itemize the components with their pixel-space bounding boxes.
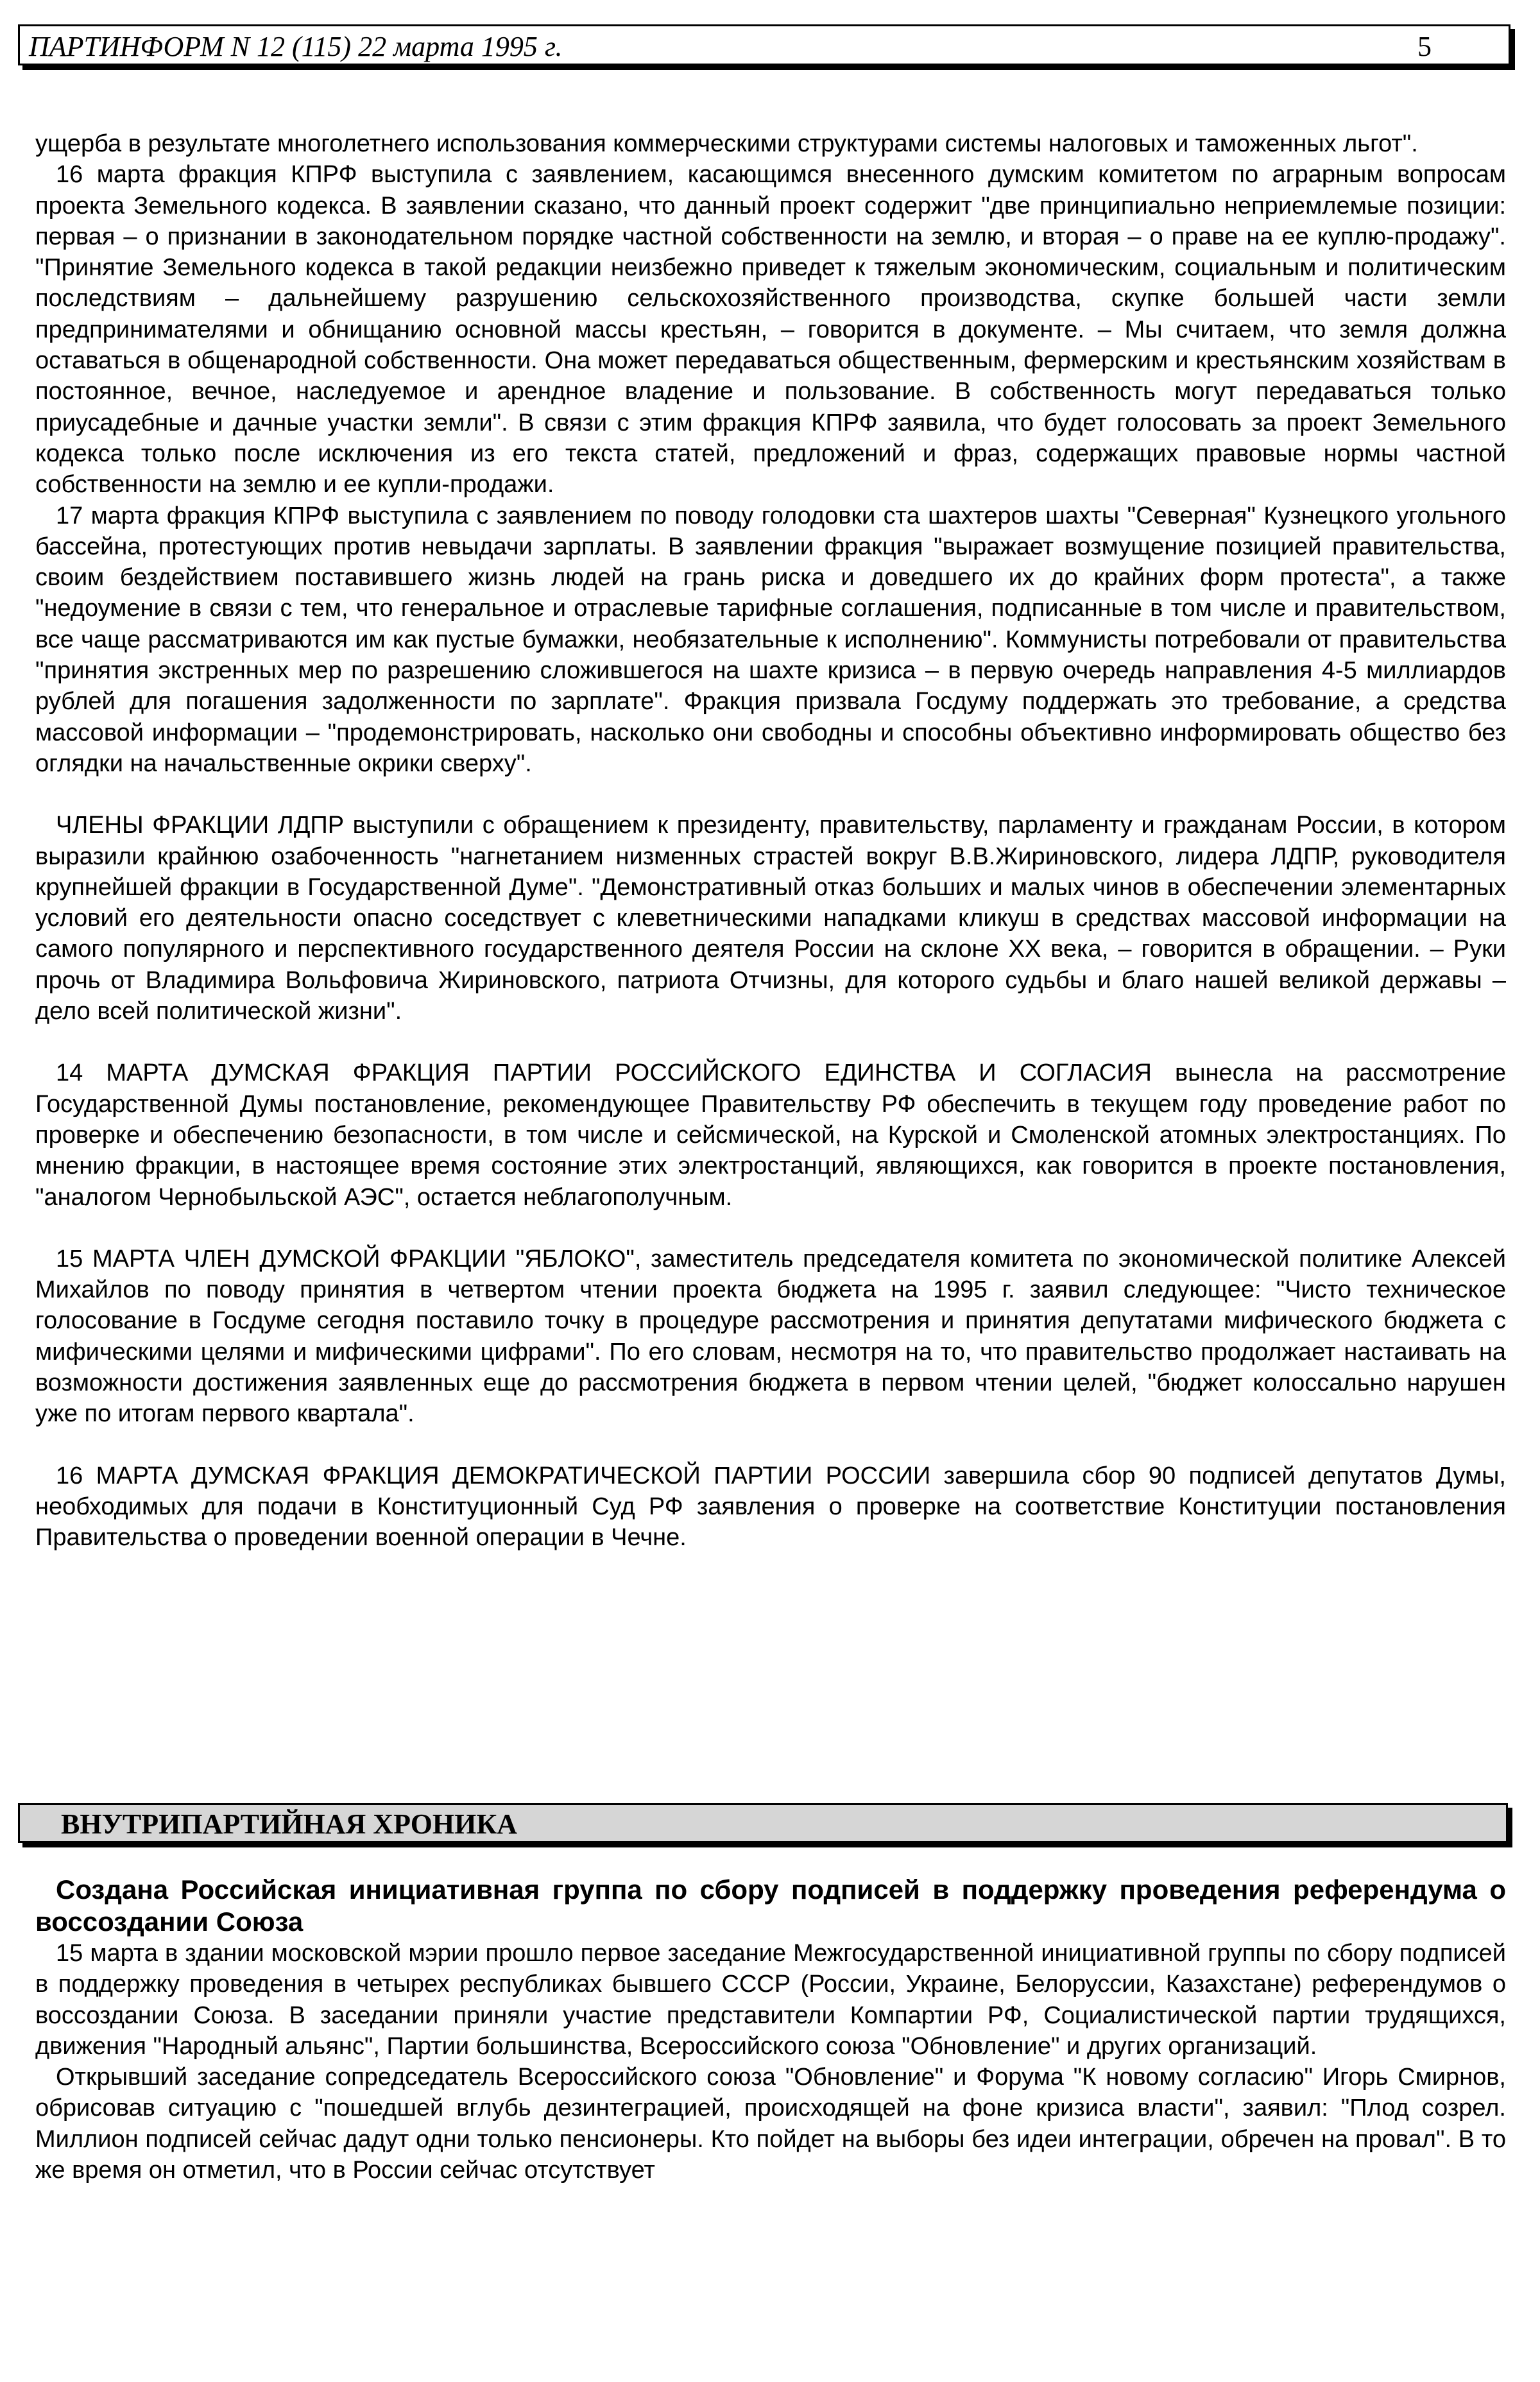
paragraph: 15 МАРТА ЧЛЕН ДУМСКОЙ ФРАКЦИИ "ЯБЛОКО", заместитель председателя комитета по экономической политике Алексей Михайлов по поводу принятия в четвертом чтении проекта бюджета на 1995 г. заявил следующее: "Чисто техническое голосование в Госдуме сегодня поставило точку в процедуре рассмотрения и принятия депутатами мифического бюджета с мифическими целями и мифическими цифрами". По его словам, несмотря на то, что правительство продолжает настаивать на возможности достижения заявленных еще до рассмотрения бюджета в первом чтении целей, "бюджет колоссально нарушен уже по итогам первого квартала". — [35, 1245, 1506, 1428]
page-number: 5 — [1417, 31, 1432, 62]
publication-title: ПАРТИНФОРМ N 12 (115) 22 марта 1995 г. — [29, 31, 563, 62]
paragraph: ущерба в результате многолетнего использования коммерческими структурами системы налоговых и таможенных льгот". — [35, 130, 1418, 157]
section-title: ВНУТРИПАРТИЙНАЯ ХРОНИКА — [61, 1808, 518, 1840]
section-header — [18, 1803, 1508, 1843]
page-header — [18, 24, 1510, 65]
paragraph: 16 МАРТА ДУМСКАЯ ФРАКЦИЯ ДЕМОКРАТИЧЕСКОЙ ПАРТИИ РОССИИ завершила сбор 90 подписей депутатов Думы, необходимых для подачи в Конституционный Суд РФ заявления о проверке на соответствие Конституции постановления Правительства о проведении военной операции в Чечне. — [35, 1462, 1506, 1552]
paragraph: ЧЛЕНЫ ФРАКЦИИ ЛДПР выступили с обращением к президенту, правительству, парламенту и гражданам России, в котором выразили крайнюю озабоченность "нагнетанием низменных страстей вокруг В.В.Жириновского, лидера ЛДПР, руководителя крупнейшей фракции в Государственной Думе". "Демонстративный отказ больших и малых чинов в обеспечении элементарных условий его деятельности опасно соседствует с клеветническими нападками кликуш в средствах массовой информации на самого популярного и перспективного государственного деятеля России на склоне XX века, – говорится в обращении. – Руки прочь от Владимира Вольфовича Жириновского, патриота Отчизны, для которого судьбы и благо нашей великой державы – дело всей политической жизни". — [35, 812, 1506, 1025]
paragraph: Открывший заседание сопредседатель Всероссийского союза "Обновление" и Форума "К новому согласию" Игорь Смирнов, обрисовав ситуацию с "пошедшей вглубь дезинтеграцией, происходящей на фоне кризиса власти", заявил: "Плод созрел. Миллион подписей сейчас дадут одни только пенсионеры. Кто пойдет на выборы без идеи интеграции, обречен на провал". В то же время он отметил, что в России сейчас отсутствует — [35, 2064, 1506, 2184]
article-body — [35, 128, 1506, 1553]
section-body — [35, 1874, 1506, 2186]
paragraph: 17 марта фракция КПРФ выступила с заявлением по поводу голодовки ста шахтеров шахты "Северная" Кузнецкого угольного бассейна, протестующих против невыдачи зарплаты. В заявлении фракция "выражает возмущение позицией правительства, своим бездействием поставившего жизнь людей на грань риска и доведшего их до крайних форм протеста", а также "недоумение в связи с тем, что генеральное и отраслевые тарифные соглашения, подписанные в том числе и правительством, все чаще рассматриваются им как пустые бумажки, необязательные к исполнению". Коммунисты потребовали от правительства "принятия экстренных мер по разрешению сложившегося на шахте кризиса – в первую очередь направления 4-5 миллиардов рублей для погашения задолженности по зарплате". Фракция призвала Госдуму поддержать это требование, а средства массовой информации – "продемонстрировать, насколько они свободны и способны объективно информировать общество без оглядки на начальственные окрики сверху". — [35, 502, 1506, 777]
paragraph: 16 марта фракция КПРФ выступила с заявлением, касающимся внесенного думским комитетом по аграрным вопросам проекта Земельного кодекса. В заявлении сказано, что данный проект содержит "две принципиально неприемлемые позиции: первая – о признании в законодательном порядке частной собственности на землю, и вторая – о праве на ее куплю-продажу". "Принятие Земельного кодекса в такой редакции неизбежно приведет к тяжелым экономическим, социальным и политическим последствиям – дальнейшему разрушению сельскохозяйственного производства, скупке большей части земли предпринимателями и обнищанию основной массы крестьян, – говорится в документе. – Мы считаем, что земля должна оставаться в общенародной собственности. Она может передаваться общественным, фермерским и крестьянским хозяйствам в постоянное, вечное, наследуемое и арендное владение и пользование. В собственность могут передаваться только приусадебные и дачные участки земли". В связи с этим фракция КПРФ заявила, что будет голосовать за проект Земельного кодекса только после исключения из его текста статей, предложений и фраз, содержащих правовые нормы частной собственности на землю и ее купли-продажи. — [35, 161, 1506, 499]
paragraph: 14 МАРТА ДУМСКАЯ ФРАКЦИЯ ПАРТИИ РОССИЙСКОГО ЕДИНСТВА И СОГЛАСИЯ вынесла на рассмотрение Государственной Думы постановление, рекомендующее Правительству РФ обеспечить в текущем году проведение работ по проверке и обеспечению безопасности, в том числе и сейсмической, на Курской и Смоленской атомных электростанциях. По мнению фракции, в настоящее время состояние этих электростанций, являющихся, как говорится в проекте постановления, "аналогом Чернобыльской АЭС", остается неблагополучным. — [35, 1059, 1506, 1211]
paragraph: 15 марта в здании московской мэрии прошло первое заседание Межгосударственной инициативной группы по сбору подписей в поддержку проведения в четырех республиках бывшего СССР (России, Украине, Белоруссии, Казахстане) референдумов о воссоздании Союза. В заседании приняли участие представители Компартии РФ, Социалистической партии трудящихся, движения "Народный альянс", Партии большинства, Всероссийского союза "Обновление" и других организаций. — [35, 1940, 1506, 2060]
article-heading: Создана Российская инициативная группа по сбору подписей в поддержку проведения референдума о воссоздании Союза — [35, 1874, 1506, 1937]
